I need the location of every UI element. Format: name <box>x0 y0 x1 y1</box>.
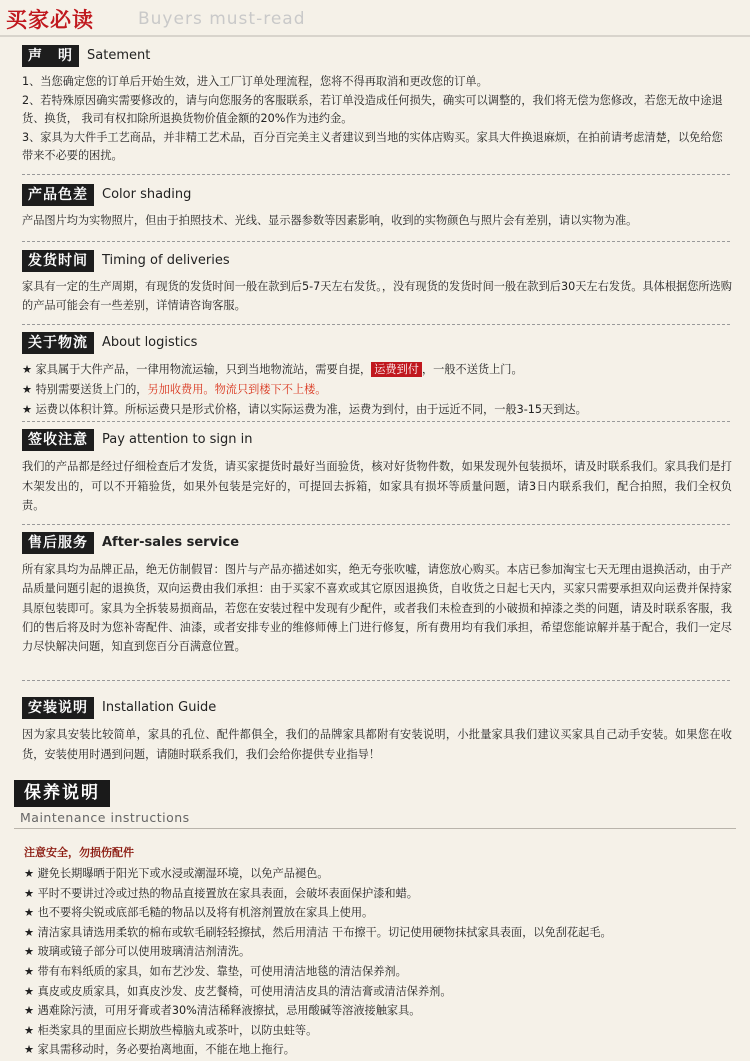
divider <box>22 174 730 175</box>
brand-subtitle: Buyers must-read <box>138 9 306 29</box>
timing-header <box>22 250 732 272</box>
color-text: 产品图片均为实物照片，但由于拍照技术、光线、显示器参数等因素影响，收到的实物颜色与照片会有差别，请以实物为准。 <box>22 214 638 227</box>
after-sales-header <box>22 532 732 554</box>
maintenance-en: Maintenance instructions <box>20 810 190 825</box>
divider <box>22 680 730 681</box>
maintenance-section <box>14 780 736 1060</box>
statement-en: Satement <box>87 48 151 63</box>
brand-title: 买家必读 <box>6 8 94 32</box>
maintenance-item: ★ 真皮或皮质家具，如真皮沙发、皮艺餐椅，可使用清洁皮具的清洁膏或清洁保养剂。 <box>24 984 452 998</box>
maintenance-note: 注意安全，勿损伤配件 <box>24 846 134 859</box>
timing-text: 家具有一定的生产周期，有现货的发货时间一般在款到后5-7天左右发货。，没有现货的发货时间一般在款到后30天左右发货。具体根据您所选购的产品可能会有一些差别，详情请咨询客服。 <box>22 280 732 312</box>
maintenance-item: ★ 清洁家具请选用柔软的棉布或软毛刷轻轻擦拭，然后用清洁 干布擦干。切记使用硬物抹拭家具表面，以免刮花起毛。 <box>24 925 612 939</box>
logistics-line-1-tail: ，一般不送货上门。 <box>421 363 523 376</box>
maintenance-item: ★ 家具需移动时，务必要抬离地面，不能在地上拖行。 <box>24 1043 295 1057</box>
freight-collect-badge: 运费到付 <box>371 362 422 377</box>
logistics-header <box>22 332 732 354</box>
logistics-line-2 <box>22 380 732 400</box>
statement-item-2: 2、若特殊原因确实需要修改的，请与向您服务的客服联系，若订单没造成任何损失，确实可以调整的，我们将无偿为您修改，若您无故中途退货、换货， 我司有权扣除所退换货物价值金额的20%作为违约金。 <box>22 93 723 125</box>
after-sales-text: 所有家具均为品牌正品，绝无仿制假冒：图片与产品亦描述如实，绝无夸张吹嘘，请您放心购买。本店已参加淘宝七天无理由退换活动，由于产品质量问题引起的退换货，双向运费由我们承担：由于买家不喜欢或其它原因退换货，自收货之日起七天内，买家只需要承担双向运费并保持家具原包装即可。家具为全拆装易损商品，若您在安装过程中发现有少配件，或者我们未检查到的小破损和掉漆之类的问题，请及时联系客服，我们的售后将及时为您补寄配件、油漆，或者安排专业的维修师傅上门进行修复，所有费用均有我们承担，希望您能谅解并基于配合，我们一定尽力尽快解决问题，知直到您百分百满意位置。 <box>22 563 732 654</box>
logistics-line-2-warning: 另加收费用。物流只到楼下不上楼。 <box>147 383 327 396</box>
color-en: Color shading <box>102 187 192 202</box>
maintenance-list <box>24 864 736 1060</box>
maintenance-tag: 保养说明 <box>14 780 110 807</box>
divider <box>22 524 730 525</box>
logistics-line-2-text: ★ 特别需要送货上门的， <box>22 383 148 396</box>
maintenance-item: ★ 带有布料纸质的家具，如布艺沙发、靠垫，可使用清洁地毯的清洁保养剂。 <box>24 964 407 978</box>
sign-section <box>22 429 732 516</box>
install-header <box>22 697 732 719</box>
logistics-line-1-text: ★ 家具属于大件产品，一律用物流运输，只到当地物流站，需要自提， <box>22 363 372 376</box>
divider <box>22 241 730 242</box>
statement-item-1: 1、当您确定您的订单后开始生效，进入工厂订单处理流程，您将不得再取消和更改您的订单。 <box>22 75 488 88</box>
sign-text: 我们的产品都是经过仔细检查后才发货，请买家提货时最好当面验货，核对好货物件数，如果发现外包装损坏，请及时联系我们。家具我们是打木架发出的，可以不开箱验货，如果外包装是完好的，可提回去拆箱，如家具有损坏等质量问题，请3日内联系我们，配合拍照，我们全权负责。 <box>22 460 732 512</box>
logistics-section <box>22 332 732 420</box>
maintenance-item: ★ 平时不要讲过冷或过热的物品直接置放在家具表面，会破坏表面保护漆和蜡。 <box>24 886 418 900</box>
logistics-line-3: ★ 运费以体积计算。所标运费只是形式价格，请以实际运费为准，运费为到付，由于远近不同，一般3-15天到达。 <box>22 403 587 416</box>
timing-section <box>22 250 732 315</box>
divider <box>22 324 730 325</box>
install-text: 因为家具安装比较简单，家具的孔位、配件都俱全，我们的品牌家具都附有安装说明，小批量家具我们建议买家具自己动手安装。如果您在收货，安装使用时遇到问题，请随时联系我们，我们会给你提供专业指导！ <box>22 728 732 761</box>
color-header <box>22 184 732 206</box>
color-section <box>22 184 732 231</box>
statement-header <box>22 45 732 67</box>
sign-en: Pay attention to sign in <box>102 432 253 447</box>
maintenance-item: ★ 玻璃或镜子部分可以使用玻璃清洁剂清洗。 <box>24 945 251 959</box>
maintenance-item: ★ 也不要将尖锐或底部毛糙的物品以及将有机溶剂置放在家具上使用。 <box>24 906 374 920</box>
maintenance-item: ★ 柜类家具的里面应长期放些樟脑丸或茶叶，以防虫蛀等。 <box>24 1023 318 1037</box>
color-tag: 产品色差 <box>22 184 94 206</box>
statement-section <box>22 45 732 166</box>
logistics-en: About logistics <box>102 335 198 350</box>
maintenance-divider <box>14 828 736 829</box>
statement-item-3: 3、家具为大件手工艺商品，并非精工艺术品，百分百完美主义者建议到当地的实体店购买。家具大件换退麻烦，在拍前请考虑清楚，以免给您带来不必要的困扰。 <box>22 130 723 162</box>
statement-tag: 声 明 <box>22 45 79 67</box>
sign-header <box>22 429 732 451</box>
after-sales-tag: 售后服务 <box>22 532 94 554</box>
maintenance-item: ★ 遇难除污渍，可用牙膏或者30%清洁稀释液擦拭，忌用酸碱等溶液接触家具。 <box>24 1004 421 1018</box>
install-tag: 安装说明 <box>22 697 94 719</box>
banner-divider <box>0 35 750 37</box>
timing-tag: 发货时间 <box>22 250 94 272</box>
timing-en: Timing of deliveries <box>102 253 230 268</box>
logistics-tag: 关于物流 <box>22 332 94 354</box>
logistics-line-1 <box>22 360 732 380</box>
divider <box>22 421 730 422</box>
top-banner <box>0 0 750 37</box>
install-en: Installation Guide <box>102 700 217 715</box>
install-section <box>22 697 732 765</box>
sign-tag: 签收注意 <box>22 429 94 451</box>
maintenance-item: ★ 避免长期曝晒于阳光下或水浸或潮湿环境，以免产品褪色。 <box>24 867 329 880</box>
after-sales-section <box>22 532 732 656</box>
after-sales-en: After-sales service <box>102 535 240 550</box>
